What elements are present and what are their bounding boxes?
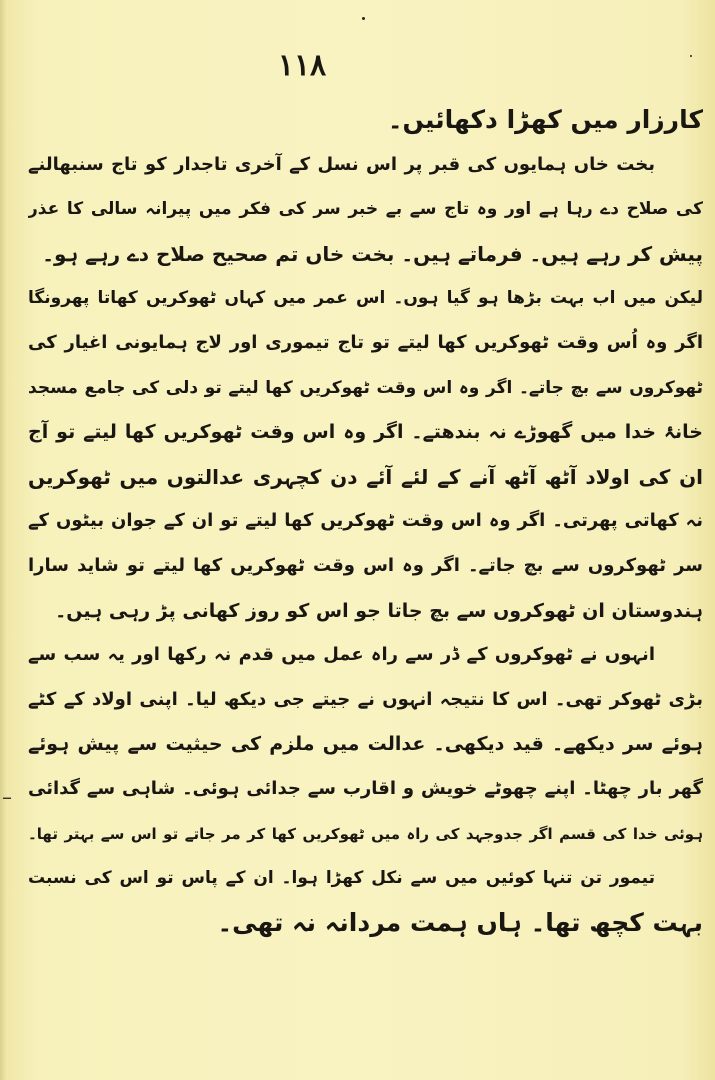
- margin-mark: –: [2, 785, 12, 809]
- text-line: ہندوستان ان ٹھوکروں سے بچ جاتا جو اس کو روز کھانی پڑ رہی ہیں۔: [55, 599, 703, 622]
- text-line: تیمور تن تنہا کوئیں میں سے نکل کھڑا ہوا۔ ان کے پاس تو اس کی نسبت: [28, 868, 655, 889]
- text-line: کارزار میں کھڑا دکھائیں۔: [387, 105, 703, 134]
- text-line: کی صلاح دے رہا ہے اور وہ تاج سے بے خبر سر کی فکر میں پیرانہ سالی کا عذر: [28, 199, 703, 220]
- text-line: نہ کھاتی پھرتی۔ اگر وہ اس وقت ٹھوکریں کھا لیتے تو ان کے جوان بیٹوں کے: [28, 510, 703, 532]
- text-line: خانۂ خدا میں گھوڑے نہ بندھتے۔ اگر وہ اس وقت ٹھوکریں کھا لیتے تو آج: [28, 421, 703, 444]
- ink-speck: [362, 17, 365, 20]
- page-number: ۱۱۸: [277, 48, 327, 83]
- text-line: ان کی اولاد آٹھ آٹھ آنے کے لئے آئے دن کچہری عدالتوں میں ٹھوکریں: [28, 464, 703, 489]
- text-line: بخت خاں ہمایوں کی قبر پر اس نسل کے آخری تاجدار کو تاج سنبھالنے: [28, 153, 655, 175]
- text-line: اگر وہ اُس وقت ٹھوکریں کھا لیتے تو تاج تیموری اور لاج ہمایونی اغیار کی: [28, 331, 703, 353]
- text-line: بہت کچھ تھا۔ ہاں ہمت مردانہ نہ تھی۔: [217, 907, 703, 937]
- text-line: گھر بار چھٹا۔ اپنے چھوٹے خویش و اقارب سے جدائی ہوئی۔ شاہی سے گدائی: [28, 777, 703, 799]
- text-line: انہوں نے ٹھوکروں کے ڈر سے راہ عمل میں قدم نہ رکھا اور یہ سب سے: [28, 644, 655, 666]
- text-line: ٹھوکروں سے بچ جاتے۔ اگر وہ اس وقت ٹھوکریں کھا لیتے تو دلی کی جامع مسجد: [28, 377, 703, 398]
- page-body-text: [28, 98, 703, 945]
- ink-speck: [690, 55, 692, 57]
- text-line: ہوئی خدا کی قسم اگر جدوجہد کی راہ میں ٹھوکریں کھا کر مر جاتے تو اس سے بہتر تھا۔: [28, 824, 703, 843]
- text-line: لیکن میں اب بہت بڑھا ہو گیا ہوں۔ اس عمر میں کہاں ٹھوکریں کھاتا پھرونگا: [28, 288, 703, 309]
- text-line: بڑی ٹھوکر تھی۔ اس کا نتیجہ انہوں نے جیتے جی دیکھ لیا۔ اپنی اولاد کے کٹے: [28, 688, 703, 710]
- text-line: پیش کر رہے ہیں۔ فرماتے ہیں۔ بخت خاں تم صحیح صلاح دے رہے ہو۔: [42, 241, 703, 266]
- page-binding-edge: [0, 0, 6, 1080]
- text-line: سر ٹھوکروں سے بچ جاتے۔ اگر وہ اس وقت ٹھوکریں کھا لیتے تو شاید سارا: [28, 554, 703, 576]
- text-line: ہوئے سر دیکھے۔ قید دیکھی۔ عدالت میں ملزم کی حیثیت سے پیش ہوئے: [28, 733, 703, 756]
